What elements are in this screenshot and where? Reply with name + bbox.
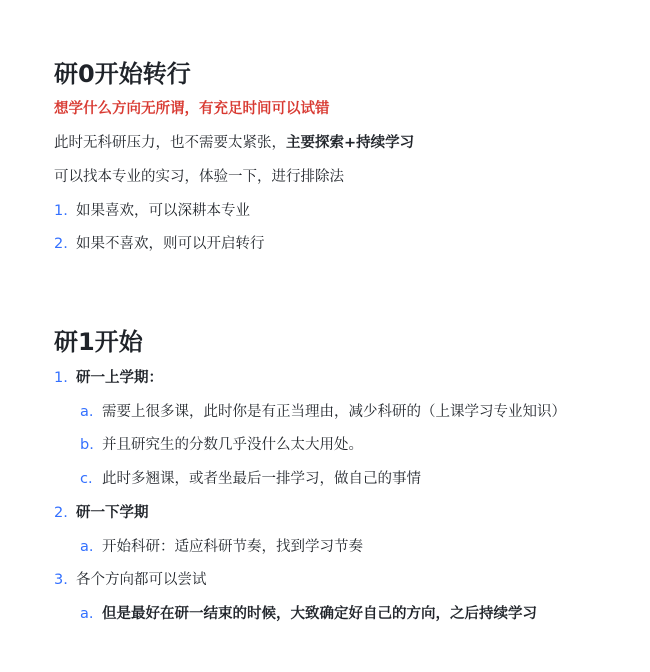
list-marker: 1. — [54, 370, 68, 386]
paragraph-1 — [54, 133, 414, 153]
list-item-text: 研一下学期 — [76, 505, 149, 521]
list-marker: 3. — [54, 572, 68, 588]
sub-list-marker: c. — [80, 471, 93, 487]
list-item — [54, 570, 207, 590]
sub-list-item-text: 此时多翘课，或者坐最后一排学习，做自己的事情 — [102, 471, 421, 487]
list-item-text: 如果喜欢，可以深耕本专业 — [76, 203, 250, 219]
sub-list-item-text: 但是最好在研一结束的时候，大致确定好自己的方向，之后持续学习 — [102, 606, 537, 622]
list-item — [54, 503, 149, 523]
list-marker: 2. — [54, 236, 68, 252]
list-item-text: 各个方向都可以尝试 — [76, 572, 207, 588]
section-title-1: 研0开始转行 — [54, 60, 191, 88]
sub-list-item-text: 开始科研：适应科研节奏，找到学习节奏 — [102, 539, 363, 555]
sub-list-item — [80, 469, 421, 489]
list-item — [54, 234, 265, 254]
sub-list-marker: b. — [80, 437, 94, 453]
sub-list-item — [80, 435, 363, 455]
list-item — [54, 201, 250, 221]
section-title-2: 研1开始 — [54, 328, 143, 356]
sub-list-item — [80, 604, 537, 624]
sub-list-marker: a. — [80, 539, 94, 555]
paragraph-1-normal: 此时无科研压力，也不需要太紧张， — [54, 135, 286, 151]
list-item-text: 如果不喜欢，则可以开启转行 — [76, 236, 265, 252]
paragraph-2: 可以找本专业的实习，体验一下，进行排除法 — [54, 169, 344, 185]
paragraph-1-bold: 主要探索+持续学习 — [286, 135, 415, 151]
sub-list-marker: a. — [80, 606, 94, 622]
sub-list-marker: a. — [80, 404, 94, 420]
list-marker: 2. — [54, 505, 68, 521]
highlight-text: 想学什么方向无所谓，有充足时间可以试错 — [54, 101, 330, 117]
list-item-text: 研一上学期： — [76, 370, 163, 386]
sub-list-item — [80, 402, 566, 422]
list-item — [54, 368, 163, 388]
sub-list-item — [80, 537, 363, 557]
list-marker: 1. — [54, 203, 68, 219]
sub-list-item-text: 并且研究生的分数几乎没什么太大用处。 — [102, 437, 363, 453]
sub-list-item-text: 需要上很多课，此时你是有正当理由，减少科研的（上课学习专业知识） — [102, 404, 566, 420]
